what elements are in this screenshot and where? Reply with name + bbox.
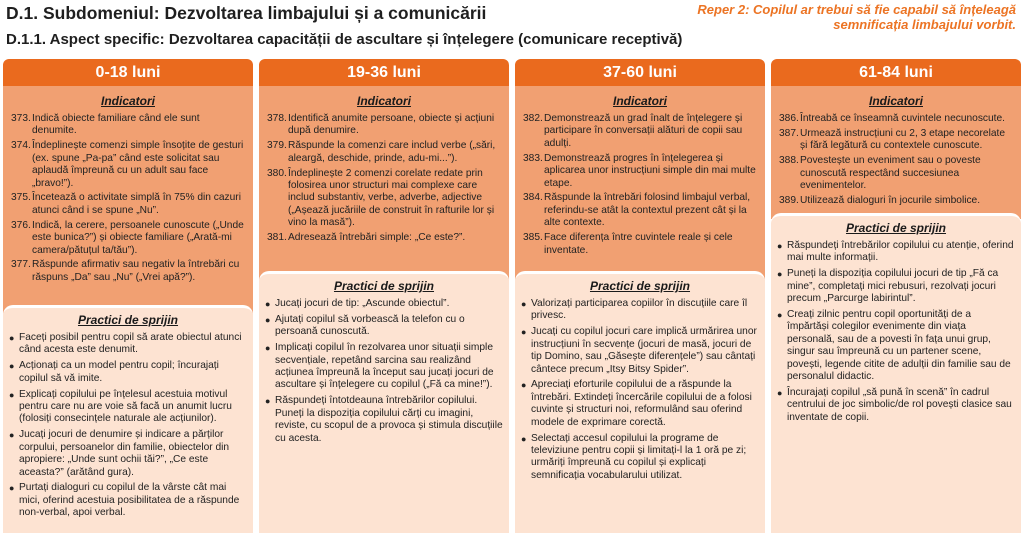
indicators-title: Indicatori [356,94,411,108]
indicator-number: 387. [779,127,799,139]
indicator-number: 378. [267,113,287,124]
indicator-item [11,259,245,284]
practice-text: Implicați copilul în rezolvarea unor situații simple secvențiale, repetând sarcina sau realizând acțiunea împreună la început sau jucați jocuri de ascultare și înțelegere cu copilul („Fă ca mine!”). [275,342,494,391]
bullet-icon: ● [265,396,271,407]
indicator-number: 382. [523,113,543,124]
practice-text: Acționați ca un model pentru copil; încurajați copilul să vă imite. [19,360,219,384]
indicator-text: Încetează o activitate simplă în 75% din cazuri atunci când i se spune „Nu”. [32,192,241,216]
indicator-item [267,113,501,138]
indicator-item [779,195,1013,207]
indicator-item [523,113,757,150]
practice-text: Creați zilnic pentru copil oportunități de a împărtăși colegilor evenimente din viața personală, sau de a povesti în fața unui grup, singur sau împreună cu un partener scene, povești, legende citite de adulții din familie sau de personalul didactic. [787,309,1011,383]
practices-title: Practici de sprijin [589,279,691,293]
indicator-item [11,113,245,138]
bullet-icon: ● [521,327,527,338]
indicators-list [523,113,757,257]
bullet-icon: ● [521,380,527,391]
indicator-item [523,192,757,229]
bullet-icon: ● [777,269,783,280]
practice-item [9,429,247,479]
bullet-icon: ● [9,389,15,400]
practice-text: Ajutați copilul să vorbească la telefon cu o persoană cunoscută. [275,313,465,338]
bullet-icon: ● [521,433,527,444]
indicator-number: 389. [779,194,799,206]
practice-text: Apreciați eforturile copilului de a răspunde la întrebări. Extindeți încercările copilului de a folosi cuvinte și structuri noi, reformulând sau oferind modele de exprimare corectă. [531,379,752,428]
practices-panel [259,271,509,533]
indicators-panel [259,86,509,282]
indicator-text: Îndeplinește 2 comenzi corelate redate prin folosirea unor structuri mai complexe care includ substantiv, verbe, adverbe, adjective („Așează jucăriile de construit în rafturile lor și vino la masă”). [288,167,495,229]
practice-item [9,360,247,385]
practice-text: Puneți la dispoziția copilului jocuri de tip „Fă ca mine”, completați mici rebusuri, rezolvați jocuri precum „Parcurge labirintul”. [787,268,999,305]
indicator-item [523,153,757,190]
practice-text: Jucați cu copilul jocuri care implică urmărirea unor instrucțiuni în secvențe (jocuri de masă, jocuri de tip Domino, sau „Găsește diferențele”) sau cântați cântece precum „Itsy Bitsy Spider”. [531,326,757,375]
indicator-number: 374. [11,140,31,152]
age-header: 61-84 luni [771,59,1021,86]
indicator-text: Indică obiecte familiare când ele sunt denumite. [32,113,200,137]
practice-item [9,332,247,357]
practices-title: Practici de sprijin [845,221,947,235]
bullet-icon: ● [265,343,271,354]
indicator-item [11,192,245,217]
indicator-item [779,155,1013,192]
practice-item [9,482,247,519]
bullet-icon: ● [9,483,15,494]
practice-item [777,387,1015,424]
indicator-item [779,113,1013,125]
indicators-title: Indicatori [100,94,155,108]
practices-list [777,240,1015,424]
bullet-icon: ● [9,333,15,343]
indicator-number: 386. [779,113,799,124]
practice-item [265,395,503,445]
practice-item [777,309,1015,383]
indicator-text: Face diferența între cuvintele reale și cele inventate. [544,232,733,256]
age-header: 19-36 luni [259,59,509,86]
indicator-number: 381. [267,232,287,244]
age-column-37-60 [515,59,765,533]
practice-text: Faceți posibil pentru copil să arate obiectul atunci când acesta este denumit. [19,332,242,356]
bullet-icon: ● [777,241,783,251]
practices-panel [3,305,253,533]
age-header: 37-60 luni [515,59,765,86]
practice-item [521,326,759,376]
bullet-icon: ● [777,310,783,321]
indicators-panel [3,86,253,316]
indicators-list [779,113,1013,207]
practice-text: Purtați dialoguri cu copilul de la vârste cât mai mici, oferind acestuia posibilitatea de a răspunde non-verbal, apoi verbal. [19,482,240,519]
age-header: 0-18 luni [3,59,253,86]
indicators-title: Indicatori [612,94,667,108]
indicators-panel [771,86,1021,219]
reper-note: Reper 2: Copilul ar trebui să fie capabil să înțeleagă semnificația limbajului vorbit. [697,2,1016,32]
practices-list [265,298,503,445]
indicator-item [523,232,757,257]
indicator-text: Întreabă ce înseamnă cuvintele necunoscute. [800,113,1006,124]
practice-text: Explicați copilului pe înțelesul acestuia motivul pentru care nu are voie să facă un anumit lucru (folosiți consecințele naturale ale acțiunilor). [19,388,232,425]
practices-title: Practici de sprijin [77,313,179,327]
bullet-icon: ● [521,299,527,309]
indicator-number: 376. [11,219,31,231]
indicator-text: Răspunde la comenzi care includ verbe („sări, aleargă, deschide, prinde, adu-mi...”). [288,140,496,164]
indicator-text: Identifică anumite persoane, obiecte și acțiuni după denumire. [288,113,495,137]
bullet-icon: ● [265,314,271,325]
practice-item [521,433,759,483]
practices-title: Practici de sprijin [333,279,435,293]
practice-text: Valorizați participarea copiilor în discuțiile care îl privesc. [531,298,748,322]
indicator-number: 375. [11,192,31,204]
indicator-number: 379. [267,140,287,152]
practices-list [9,332,247,520]
practice-item [265,342,503,392]
indicator-text: Răspunde la întrebări folosind limbajul verbal, referindu-se atât la contextul prezent cât și la alte contexte. [544,192,751,229]
practice-item [521,379,759,429]
indicator-text: Urmează instrucțiuni cu 2, 3 etape necorelate și fără legătură cu contextele cunoscute. [800,127,1005,152]
indicator-text: Demonstrează progres în înțelegerea și aplicarea unor instrucțiuni simple din mai multe etape. [544,152,756,189]
practice-item [521,298,759,323]
practice-item [265,298,503,310]
bullet-icon: ● [265,299,271,309]
practice-text: Jucați jocuri de denumire și indicare a părților corpului, persoanelor din familie, obiectelor din apropiere: „Unde sunt ochii tăi?”, „Ce este aceasta?” (arătând gura). [19,429,230,478]
bullet-icon: ● [9,361,15,372]
practices-panel [515,271,765,533]
indicator-item [267,232,501,244]
indicator-text: Adresează întrebări simple: „Ce este?”. [288,232,466,244]
indicator-item [267,140,501,165]
aspect-title: D.1.1. Aspect specific: Dezvoltarea capacității de ascultare și înțelegere (comunicare receptivă) [6,31,683,48]
bullet-icon: ● [777,387,783,398]
indicator-number: 383. [523,152,543,164]
indicator-number: 385. [523,232,543,244]
indicator-text: Îndeplinește comenzi simple însoțite de gesturi (ex. spune „Pa-pa” când este solicitat sau aplaudă împreună cu un adult sau face „bravo!”). [32,140,244,189]
indicator-text: Indică, la cerere, persoanele cunoscute („Unde este bunica?”) și obiecte familiare („Arată-mi camera/pătuțul ta/tău”). [32,219,244,256]
practice-text: Răspundeți întotdeauna întrebărilor copilului. Puneți la dispoziția copilului cărți cu imagini, reviste, cu scopul de a provoca și stimula discuțiile cu acesta. [275,395,503,444]
indicator-item [11,140,245,190]
indicator-item [267,168,501,230]
indicator-text: Utilizează dialoguri în jocurile simbolice. [800,194,981,206]
practice-item [777,240,1015,265]
indicators-list [267,113,501,245]
practice-text: Jucați jocuri de tip: „Ascunde obiectul”. [275,298,450,309]
age-column-0-18 [3,59,253,533]
practice-text: Selectați accesul copilului la programe de televiziune pentru copii și limitați-l la 1 oră pe zi; urmăriți împreună cu copilul și explicați semnificația vocabularului utilizat. [531,432,747,481]
indicator-item [11,220,245,257]
indicators-title: Indicatori [868,94,923,108]
indicator-number: 388. [779,155,799,167]
practice-item [777,268,1015,305]
practices-panel [771,213,1021,533]
indicators-panel [515,86,765,282]
age-column-61-84 [771,59,1021,533]
indicators-list [11,113,245,284]
practices-list [521,298,759,482]
practice-item [9,389,247,426]
indicator-text: Povestește un eveniment sau o poveste cunoscută respectând succesiunea evenimentelor. [800,155,981,192]
practice-text: Răspundeți întrebărilor copilului cu atenție, oferind mai multe informații. [787,240,1014,264]
domain-title: D.1. Subdomeniul: Dezvoltarea limbajului și a comunicării [6,3,487,23]
indicator-number: 377. [11,259,31,271]
bullet-icon: ● [9,430,15,441]
practice-item [265,314,503,339]
indicator-number: 373. [11,113,31,124]
age-column-19-36 [259,59,509,533]
practice-text: Încurajați copilul „să pună în scenă” în cadrul centrului de joc simbolic/de rol povești clasice sau inventate de copii. [787,386,1012,423]
indicator-number: 380. [267,167,287,179]
indicator-text: Răspunde afirmativ sau negativ la întrebări cu răspuns „Da” sau „Nu” („Vrei apă?”). [32,259,240,283]
indicator-number: 384. [523,192,543,204]
indicator-item [779,128,1013,153]
indicator-text: Demonstrează un grad înalt de înțelegere și participare în conversații alături de copii sau adulți. [544,113,743,149]
